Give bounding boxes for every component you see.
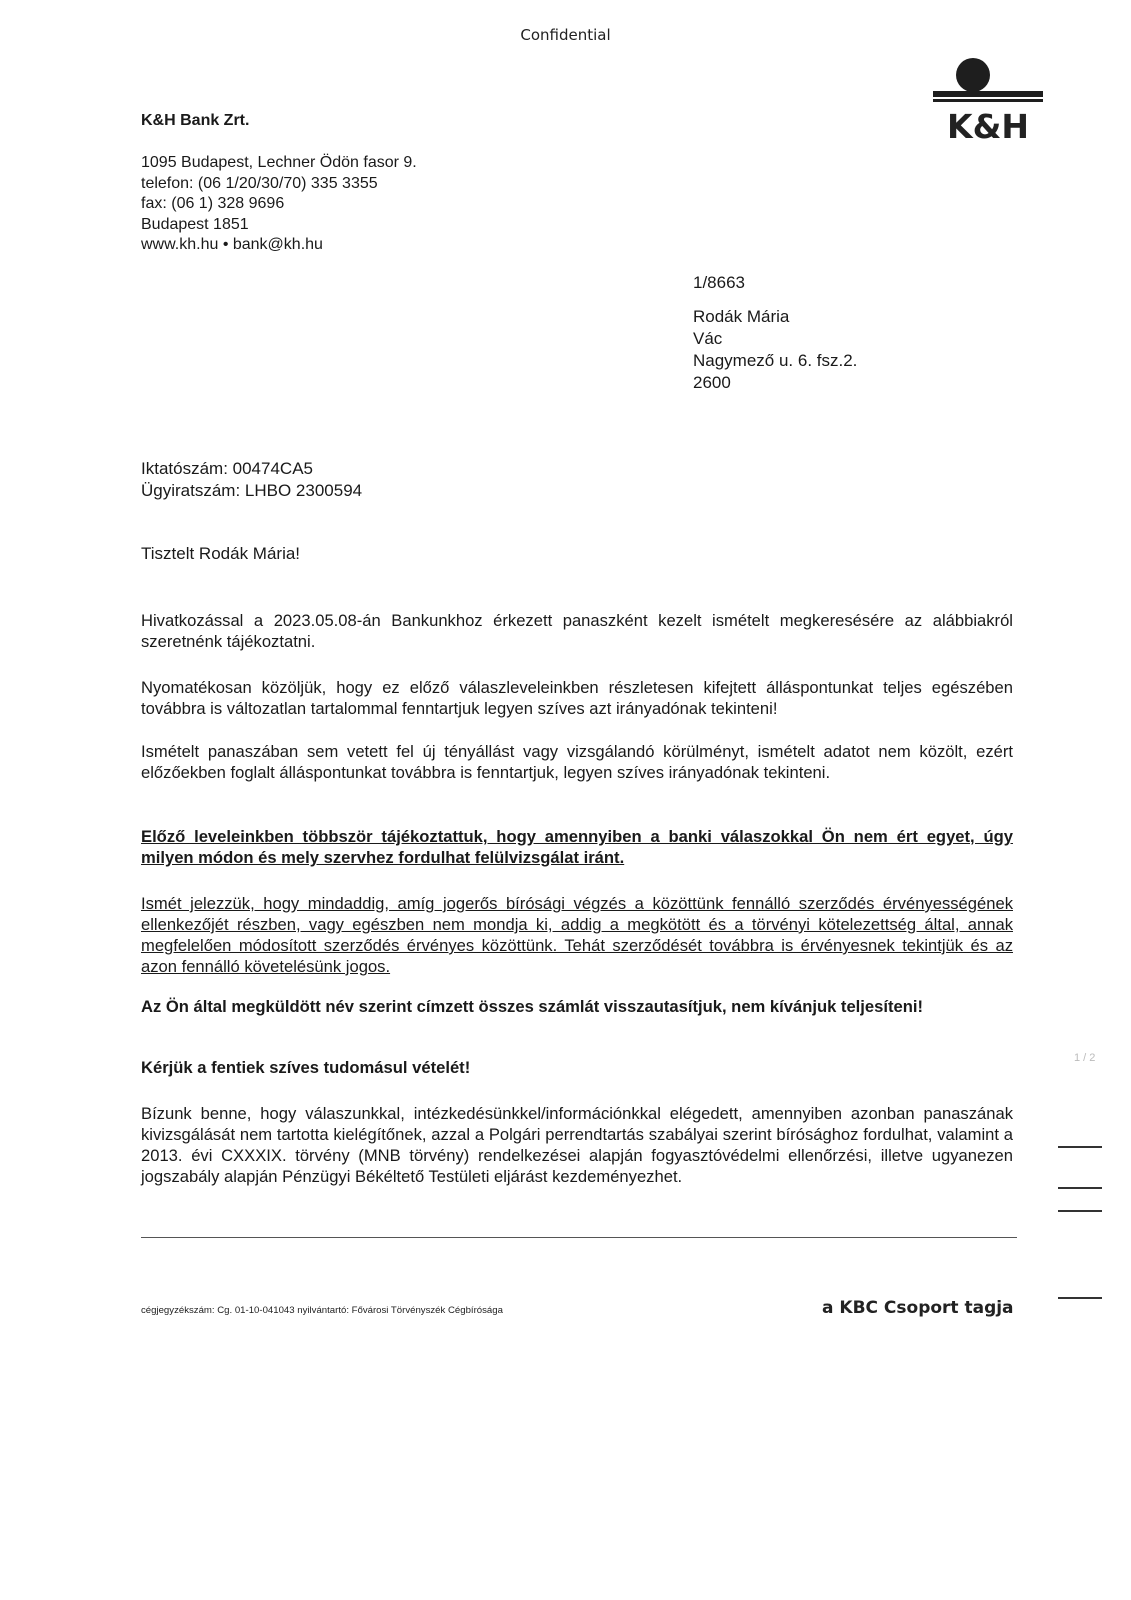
paragraph-4-emphasis: Előző leveleinkben többször tájékoztattuk, hogy amennyiben a banki válaszokkal Ön nem ért egyet, úgy milyen módon és mely szervhez fordulhat felülvizsgálat iránt. [141, 827, 1013, 867]
kbc-group-tagline: a KBC Csoport tagja [822, 1298, 1014, 1318]
footer-divider [141, 1237, 1017, 1238]
paragraph-8: Bízunk benne, hogy válaszunkkal, intézkedésünkkel/információnkkal elégedett, amennyiben azonban panaszának kivizsgálását nem tartotta kielégítőnek, azzal a Polgári perrendtartás szabályai szerint bírósághoz fordulhat, valamint a 2013. évi CXXXIX. törvény (MNB törvény) rendelkezései alapján fogyasztóvédelmi ellenőrzési, illetve ugyanezen jogszabály alapján Pénzügyi Békéltető Testületi eljárást kezdeményezhet. [141, 1104, 1013, 1186]
recipient-block [693, 272, 857, 394]
greeting: Tisztelt Rodák Mária! [141, 544, 301, 563]
paragraph-5-underlined: Ismét jelezzük, hogy mindaddig, amíg jogerős bírósági végzés a közöttünk fennálló szerződés érvényességének ellenkezőjét részben, vagy egészben nem mondja ki, addig a megkötött és a törvényi kötelezettség által, annak megfelelően módosított szerződés érvényes közöttünk. Tehát szerződését továbbra is érvényesnek tekintjük és az azon fennálló követelésünk jogos. [141, 894, 1013, 976]
sender-postal: Budapest 1851 [141, 215, 249, 233]
recipient-city: Vác [693, 329, 723, 348]
sender-name: K&H Bank Zrt. [141, 112, 250, 129]
sender-details [141, 153, 417, 256]
recipient-zip: 2600 [693, 373, 731, 392]
margin-fold-mark [1058, 1297, 1102, 1299]
margin-fold-mark [1058, 1146, 1102, 1148]
sender-phone: telefon: (06 1/20/30/70) 335 3355 [141, 174, 378, 192]
sender-fax: fax: (06 1) 328 9696 [141, 195, 285, 212]
paragraph-7-bold: Kérjük a fentiek szíves tudomásul vételét! [141, 1058, 471, 1077]
logo-figure-icon [933, 57, 1043, 109]
confidential-label: Confidential [520, 26, 611, 44]
page-mark: 1 / 2 [1074, 1052, 1096, 1064]
paragraph-1: Hivatkozással a 2023.05.08-án Bankunkhoz érkezett panaszként kezelt ismételt megkeresésére az alábbiakról szeretnénk tájékoztatni. [141, 611, 1013, 651]
recipient-ref: 1/8663 [693, 273, 745, 292]
company-registry: cégjegyzékszám: Cg. 01-10-041043 nyilvántartó: Fővárosi Törvényszék Cégbírósága [141, 1305, 503, 1316]
paragraph-3: Ismételt panaszában sem vetett fel új tényállást vagy vizsgálandó körülményt, ismételt adatot nem közölt, ezért előzőekben foglalt álláspontunkat továbbra is fenntartjuk, legyen szíves irányadónak tekinteni. [141, 742, 1013, 782]
recipient-name: Rodák Mária [693, 307, 790, 326]
filing-number: Iktatószám: 00474CA5 [141, 459, 313, 478]
sender-address: 1095 Budapest, Lechner Ödön fasor 9. [141, 154, 417, 171]
case-number: Ügyiratszám: LHBO 2300594 [141, 481, 363, 500]
logo-text: K&H [947, 107, 1029, 146]
reference-numbers [141, 458, 362, 502]
paragraph-6-bold: Az Ön által megküldött név szerint címzett összes számlát visszautasítjuk, nem kívánjuk teljesíteni! [141, 997, 923, 1016]
recipient-street: Nagymező u. 6. fsz.2. [693, 351, 858, 370]
margin-fold-mark [1058, 1210, 1102, 1212]
paragraph-2: Nyomatékosan közöljük, hogy ez előző válaszleveleinkben részletesen kifejtett álláspontunkat teljes egészében továbbra is változatlan tartalommal fenntartjuk legyen szíves azt irányadónak tekinteni! [141, 678, 1013, 718]
kh-bank-logo [933, 57, 1043, 147]
margin-fold-mark [1058, 1187, 1102, 1189]
sender-web-email: www.kh.hu • bank@kh.hu [141, 236, 323, 253]
